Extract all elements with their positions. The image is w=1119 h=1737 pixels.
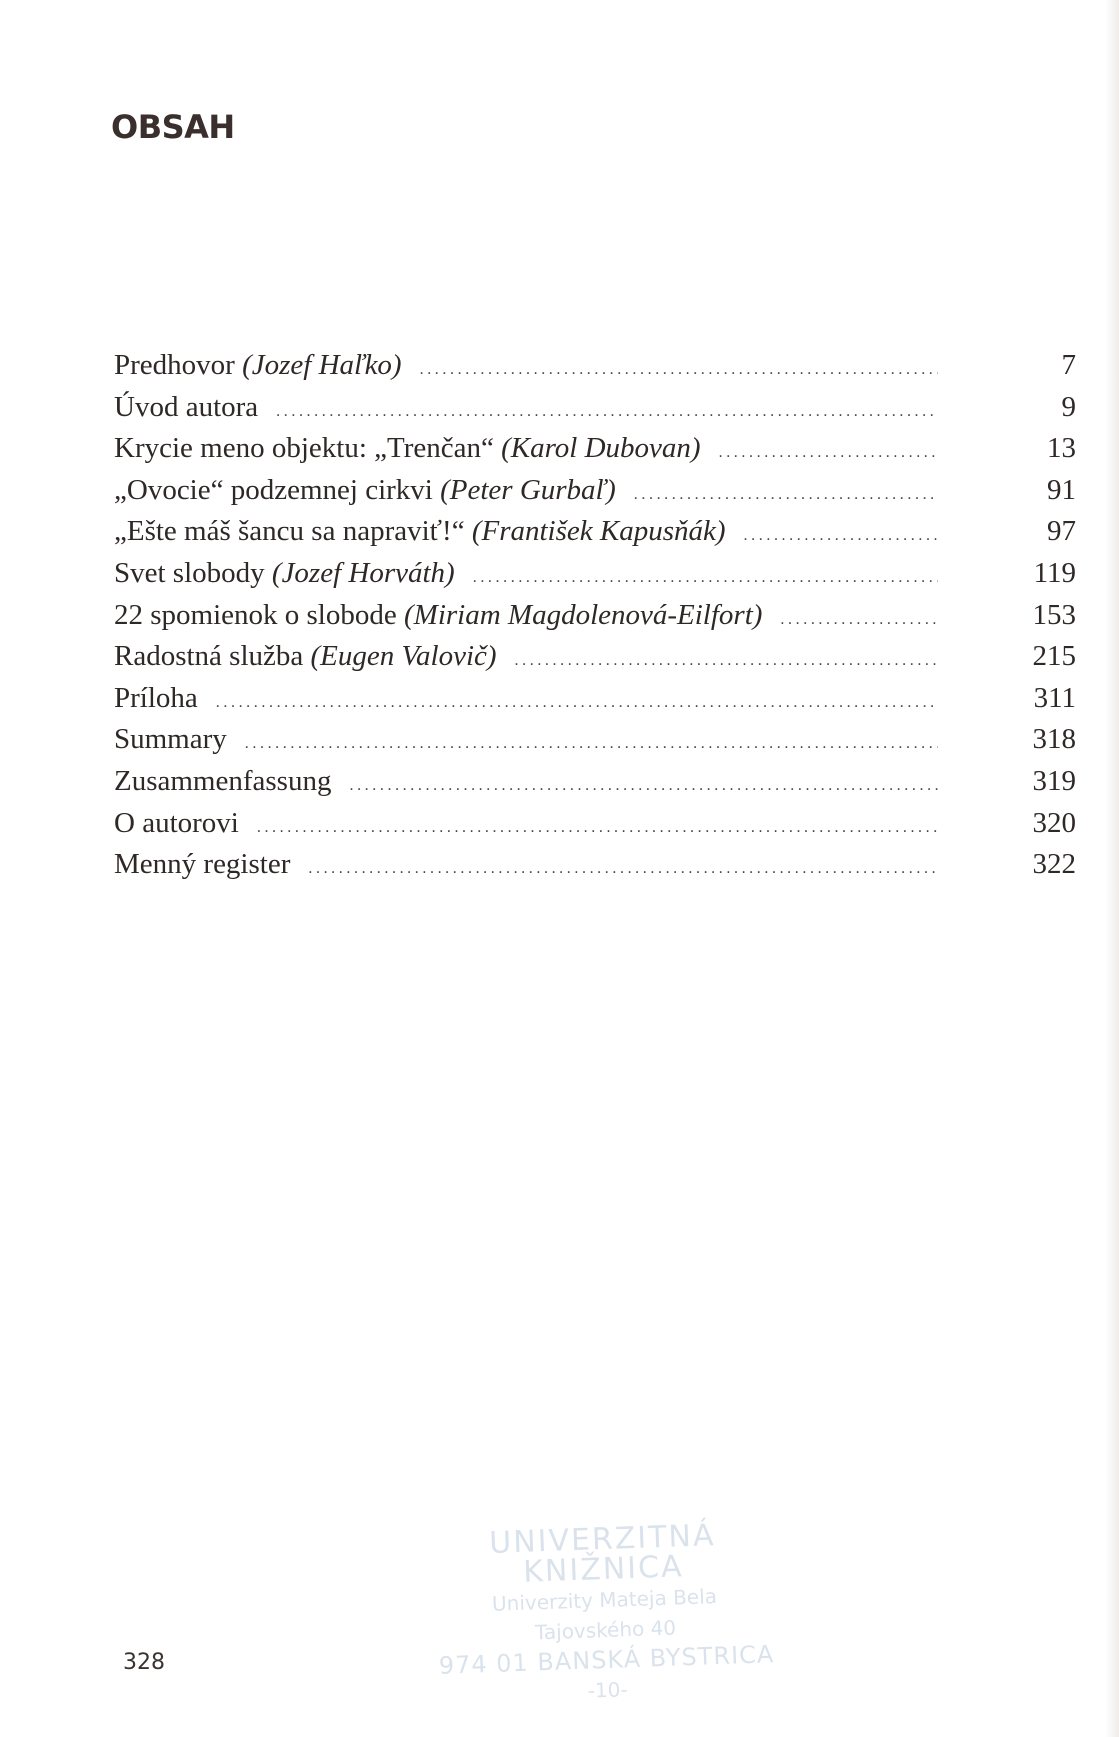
entry-author: (Peter Gurbaľ) xyxy=(440,473,616,506)
stamp-line: -10- xyxy=(587,1677,628,1703)
stamp-line: UNIVERZITNÁ KNIŽNICA xyxy=(488,1518,717,1590)
entry-author: (Eugen Valovič) xyxy=(310,640,497,673)
toc-entry xyxy=(114,387,1076,429)
entry-title: „Ešte máš šancu sa napraviť!“ xyxy=(114,515,472,548)
dot-leader xyxy=(634,474,938,516)
toc-entry xyxy=(114,345,1076,387)
entry-text xyxy=(114,553,455,595)
entry-page-number: 97 xyxy=(1047,515,1076,548)
dot-leader xyxy=(780,599,938,641)
dot-leader xyxy=(276,391,938,433)
entry-title: Krycie meno objektu: „Trenčan“ xyxy=(114,432,502,465)
entry-title: Menný register xyxy=(114,848,291,881)
entry-text xyxy=(114,761,331,803)
toc-entry xyxy=(114,719,1076,761)
toc-entry xyxy=(114,511,1076,553)
entry-title: 22 spomienok o slobode xyxy=(114,598,404,631)
entry-page-number: 9 xyxy=(1061,390,1076,423)
entry-text xyxy=(114,387,258,429)
entry-author: (Miriam Magdolenová-Eilfort) xyxy=(404,598,763,631)
toc-entry xyxy=(114,595,1076,637)
entry-title: Zusammenfassung xyxy=(114,764,332,797)
entry-page-number: 91 xyxy=(1047,473,1076,506)
toc-entry xyxy=(114,761,1076,803)
toc-entry xyxy=(114,553,1076,595)
entry-page-number: 153 xyxy=(1032,598,1076,631)
entry-text xyxy=(114,428,701,470)
entry-text xyxy=(114,678,198,720)
entry-title: O autorovi xyxy=(114,806,239,839)
entry-page-number: 320 xyxy=(1032,806,1076,839)
dot-leader xyxy=(719,432,938,474)
dot-leader xyxy=(308,848,938,890)
entry-title: Predhovor xyxy=(114,349,243,381)
entry-title: Summary xyxy=(114,723,227,756)
dot-leader xyxy=(257,807,938,849)
toc-entry xyxy=(114,678,1076,720)
entry-page-number: 319 xyxy=(1032,764,1076,797)
entry-text xyxy=(114,636,497,678)
library-stamp xyxy=(422,1519,788,1711)
page-edge-shadow xyxy=(1105,0,1119,1737)
entry-page-number: 119 xyxy=(1033,556,1076,589)
stamp-line: Tajovského 40 xyxy=(534,1615,677,1645)
entry-page-number: 322 xyxy=(1032,848,1076,881)
entry-author: (Jozef Haľko) xyxy=(242,349,402,381)
entry-page-number: 311 xyxy=(1033,681,1076,714)
entry-title: Úvod autora xyxy=(114,390,259,423)
dot-leader xyxy=(216,682,938,724)
entry-title: „Ovocie“ podzemnej cirkvi xyxy=(114,473,441,506)
stamp-line: 974 01 BANSKÁ BYSTRICA xyxy=(438,1640,775,1680)
entry-title: Svet slobody xyxy=(114,556,272,589)
entry-text xyxy=(114,470,616,512)
dot-leader xyxy=(245,723,938,765)
page-number: 328 xyxy=(123,1650,165,1675)
table-of-contents xyxy=(114,345,1076,886)
entry-author: (Jozef Horváth) xyxy=(271,556,455,589)
entry-text xyxy=(114,595,762,637)
dot-leader xyxy=(349,765,938,807)
stamp-line: Univerzity Mateja Bela xyxy=(491,1584,718,1616)
entry-title: Príloha xyxy=(114,681,198,714)
entry-author: (Karol Dubovan) xyxy=(501,432,701,465)
page-heading: OBSAH xyxy=(111,108,235,146)
dot-leader xyxy=(420,349,938,391)
entry-page-number: 7 xyxy=(1061,349,1076,381)
entry-page-number: 318 xyxy=(1032,723,1076,756)
entry-title: Radostná služba xyxy=(114,640,311,673)
toc-entry xyxy=(114,428,1076,470)
dot-leader xyxy=(473,557,938,599)
entry-text xyxy=(114,803,239,845)
dot-leader xyxy=(515,640,938,682)
entry-page-number: 215 xyxy=(1032,640,1076,673)
entry-text xyxy=(114,844,290,886)
entry-author: (František Kapusňák) xyxy=(471,515,726,548)
entry-text xyxy=(114,345,402,387)
entry-page-number: 13 xyxy=(1047,432,1076,465)
dot-leader xyxy=(744,515,938,557)
entry-text xyxy=(114,511,726,553)
toc-entry xyxy=(114,844,1076,886)
toc-entry xyxy=(114,803,1076,845)
entry-text xyxy=(114,719,227,761)
toc-entry xyxy=(114,636,1076,678)
toc-entry xyxy=(114,470,1076,512)
